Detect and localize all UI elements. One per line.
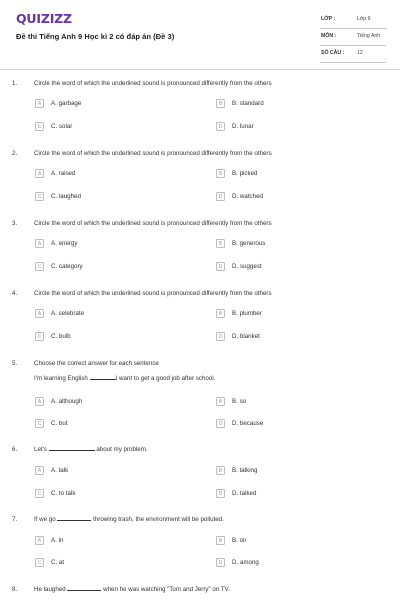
option-key-box: D <box>216 489 225 498</box>
option-key-box: D <box>216 262 225 271</box>
meta-row-question-count <box>320 46 386 63</box>
sentence-start: He laughed <box>34 586 66 593</box>
worksheet-meta <box>320 12 386 63</box>
question-text <box>34 516 224 523</box>
option-label: A. garbage <box>51 100 82 107</box>
question-number: 6. <box>12 446 18 453</box>
option-key-box: C <box>35 419 44 428</box>
option-label: C. but <box>51 420 68 427</box>
question-text <box>34 586 230 593</box>
option-label: C. bulb <box>51 333 71 340</box>
option-key-box: A <box>35 99 44 108</box>
option-label: A. celebrate <box>51 310 85 317</box>
question-text: Circle the word of which the underlined sound is pronounced differently from the others <box>34 150 272 157</box>
meta-value-grade: Lớp 9 <box>357 16 371 22</box>
option-key-box: B <box>216 466 225 475</box>
option-key-box: C <box>35 192 44 201</box>
option-key-box: A <box>35 309 44 318</box>
option-key-box: B <box>216 99 225 108</box>
option-label: C. category <box>51 263 83 270</box>
header-divider <box>0 69 400 70</box>
option-label: B. picked <box>232 170 258 177</box>
question-text: Circle the word of which the underlined sound is pronounced differently from the others <box>34 220 272 227</box>
option-key-box: A <box>35 169 44 178</box>
meta-label-subject: MÔN : <box>321 33 337 39</box>
option-key-box: D <box>216 332 225 341</box>
answer-blank <box>49 446 95 451</box>
question-text: Choose the correct answer for each sentence <box>34 360 159 367</box>
question-number: 7. <box>12 516 18 523</box>
sentence-end: when he was watching "Tom and Jerry" on TV. <box>103 586 230 593</box>
option-label: C. solar <box>51 123 73 130</box>
quizizz-logo: QUIZIZZ <box>16 11 72 26</box>
question-number: 2. <box>12 150 18 157</box>
option-key-box: A <box>35 466 44 475</box>
question-text: Circle the word of which the underlined sound is pronounced differently from the others <box>34 80 272 87</box>
option-label: D. watched <box>232 193 263 200</box>
option-key-box: B <box>216 536 225 545</box>
option-key-box: D <box>216 558 225 567</box>
option-label: C. to talk <box>51 490 76 497</box>
meta-row-grade <box>320 12 386 29</box>
question-number: 5. <box>12 360 18 367</box>
option-label: D. blanket <box>232 333 260 340</box>
option-key-box: D <box>216 122 225 131</box>
question-sentence <box>34 375 215 382</box>
option-key-box: B <box>216 239 225 248</box>
option-label: D. talked <box>232 490 257 497</box>
option-label: D. suggest <box>232 263 262 270</box>
option-label: A. talk <box>51 467 69 474</box>
option-key-box: B <box>216 309 225 318</box>
sentence-end: throwing trash, the environment will be polluted. <box>93 516 224 523</box>
option-label: A. raised <box>51 170 76 177</box>
sentence-start: I'm learning English <box>34 375 88 382</box>
question-number: 4. <box>12 290 18 297</box>
option-label: A. energy <box>51 240 78 247</box>
option-label: B. on <box>232 537 247 544</box>
question-text: Circle the word of which the underlined sound is pronounced differently from the others <box>34 290 272 297</box>
meta-value-subject: Tiếng Anh <box>357 33 381 39</box>
option-key-box: C <box>35 332 44 341</box>
option-key-box: A <box>35 536 44 545</box>
option-label: B. so <box>232 398 247 405</box>
answer-blank <box>67 586 101 591</box>
option-label: D. lunar <box>232 123 254 130</box>
worksheet-header <box>0 0 400 70</box>
option-key-box: C <box>35 558 44 567</box>
option-key-box: B <box>216 397 225 406</box>
answer-blank <box>90 375 116 380</box>
meta-row-subject <box>320 29 386 46</box>
meta-value-question-count: 12 <box>357 50 363 56</box>
option-key-box: C <box>35 122 44 131</box>
sentence-start: If we go <box>34 516 56 523</box>
option-label: D. among <box>232 559 259 566</box>
question-number: 3. <box>12 220 18 227</box>
option-label: C. laughed <box>51 193 81 200</box>
worksheet-title: Đề thi Tiếng Anh 9 Học kì 2 có đáp án (Đề 3) <box>16 32 175 41</box>
option-key-box: B <box>216 169 225 178</box>
option-label: D. because <box>232 420 264 427</box>
sentence-end: about my problem. <box>96 446 148 453</box>
option-key-box: A <box>35 239 44 248</box>
option-label: A. although <box>51 398 83 405</box>
option-key-box: D <box>216 192 225 201</box>
option-key-box: A <box>35 397 44 406</box>
option-label: B. plumber <box>232 310 262 317</box>
option-key-box: C <box>35 489 44 498</box>
answer-blank <box>57 516 91 521</box>
question-number: 1. <box>12 80 18 87</box>
sentence-start: Let's <box>34 446 47 453</box>
question-number: 8. <box>12 586 18 593</box>
option-label: C. at <box>51 559 65 566</box>
option-key-box: D <box>216 419 225 428</box>
option-label: A. in <box>51 537 64 544</box>
option-label: B. standard <box>232 100 264 107</box>
sentence-end: I want to get a good job after school. <box>115 375 216 382</box>
meta-label-question-count: SỐ CÂU : <box>321 50 345 56</box>
option-label: B. generous <box>232 240 266 247</box>
question-text <box>34 446 148 453</box>
option-key-box: C <box>35 262 44 271</box>
meta-label-grade: LỚP : <box>321 16 336 22</box>
option-label: B. talking <box>232 467 258 474</box>
